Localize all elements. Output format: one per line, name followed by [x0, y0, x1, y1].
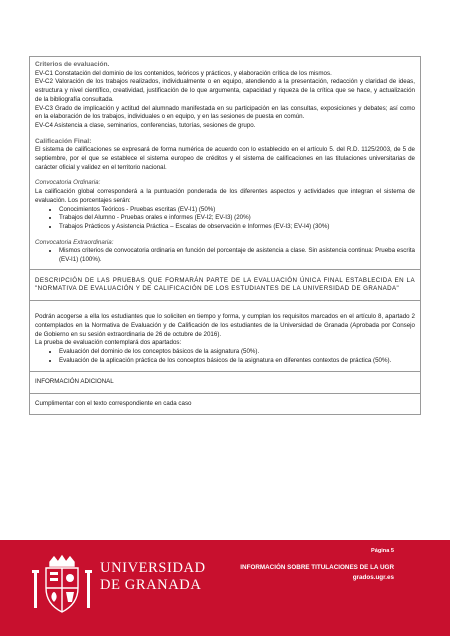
list-item: • Evaluación del dominio de los conceptos básicos de la asignatura (50%).	[59, 348, 415, 357]
list-item: • Trabajos Prácticos y Asistencia Práctica – Escalas de observación e Informes (EV-I3; EV-I4) (30%)	[59, 223, 415, 232]
ordinaria-text: La calificación global corresponderá a la puntuación ponderada de los diferentes aspectos y actividades que integran el sistema de evaluación. Los porcentajes serán:	[35, 188, 415, 204]
footer-info	[240, 563, 394, 583]
unica-intro: La prueba de evaluación contemplará dos apartados:	[35, 339, 182, 347]
university-line-2: DE GRANADA	[100, 577, 202, 593]
adicional-heading-cell	[30, 372, 420, 394]
footer-info-title: INFORMACIÓN SOBRE TITULACIONES DE LA UGR	[240, 564, 394, 571]
adicional-heading: INFORMACIÓN ADICIONAL	[35, 378, 114, 386]
extraordinaria-list	[35, 247, 415, 264]
university-crest-icon	[32, 554, 92, 616]
list-item: • Conocimientos Teóricos - Pruebas escritas (EV-I1) (50%)	[59, 206, 415, 215]
evaluation-table	[29, 56, 421, 415]
adicional-body-cell	[30, 394, 420, 414]
ordinaria-list	[35, 206, 415, 232]
criterio-ev-c4: EV-C4 Asistencia a clase, seminarios, conferencias, tutorías, sesiones de grupo.	[35, 121, 256, 129]
criterios-heading: Criterios de evaluación.	[35, 61, 110, 68]
page-number: Página 5	[370, 548, 394, 554]
footer-url-link[interactable]: grados.ugr.es	[352, 574, 394, 581]
unica-text: Podrán acogerse a ella los estudiantes que lo soliciten en tiempo y forma, y cumplan los requisitos marcados en el artículo 8, apartado 2 contemplados en la Normativa de Evaluación y de Calificación de los estudiantes de la Universidad de Granada (Aprobada por Consejo de Gobierno en su sesión extraordinaria de 26 de octubre de 2016).	[35, 313, 415, 338]
ordinaria-heading: Convocatoria Ordinaria:	[35, 179, 101, 187]
evaluation-criteria-cell	[30, 57, 420, 270]
criterio-ev-c3: EV-C3 Grado de implicación y actitud del alumnado manifestada en su participación en las consultas, exposiciones y debates; así como en la elaboración de los trabajos, individuales o en equipo, y en las sesiones de puesta en común.	[35, 104, 415, 121]
unica-body-cell	[30, 301, 420, 372]
list-item: • Evaluación de la aplicación práctica de los conceptos básicos de la asignatura en diferentes contextos de práctica (50%).	[59, 357, 415, 366]
university-wordmark	[100, 560, 206, 594]
list-item: • Mismos criterios de convocatoria ordinaria en función del porcentaje de asistencia a clase. Sin asistencia continua: Prueba escrita (EV-I1) (100%).	[59, 247, 415, 264]
criterio-ev-c2: EV-C2 Valoración de los trabajos realizados, individualmente o en equipo, atendiendo a la presentación, redacción y claridad de ideas, estructura y nivel científico, creatividad, justificación de lo que argumenta, capacidad y riqueza de la crítica que se hace, y actualización de la bibliografía consultada.	[35, 78, 415, 103]
calificacion-heading: Calificación Final:	[35, 137, 92, 145]
criterio-ev-c1: EV-C1 Constatación del dominio de los contenidos, teóricos y prácticos, y elaboración crítica de los mismos.	[35, 69, 332, 77]
adicional-text: Cumplimentar con el texto correspondiente en cada caso	[35, 400, 192, 408]
list-item: • Trabajos del Alumno - Pruebas orales e informes (EV-I2; EV-I3) (20%)	[59, 214, 415, 223]
unica-heading: DESCRIPCIÓN DE LAS PRUEBAS QUE FORMARÁN PARTE DE LA EVALUACIÓN ÚNICA FINAL ESTABLECIDA EN LA "NORMATIVA DE EVALUACIÓN Y DE CALIFICACIÓN DE LOS ESTUDIANTES DE LA UNIVERSIDAD DE GRANADA"	[35, 276, 415, 293]
unica-list	[35, 348, 415, 365]
page-footer	[0, 540, 450, 636]
calificacion-text: El sistema de calificaciones se expresará de forma numérica de acuerdo con lo establecido en el artículo 5. del R.D. 1125/2003, de 5 de septiembre, por el que se establece el sistema europeo de créditos y el sistema de calificaciones en las titulaciones universitarias de carácter oficial y validez en el territorio nacional.	[35, 146, 415, 171]
extraordinaria-heading: Convocatoria Extraordinaria:	[35, 238, 114, 246]
unica-heading-cell	[30, 270, 420, 301]
university-line-1: UNIVERSIDAD	[100, 560, 206, 576]
